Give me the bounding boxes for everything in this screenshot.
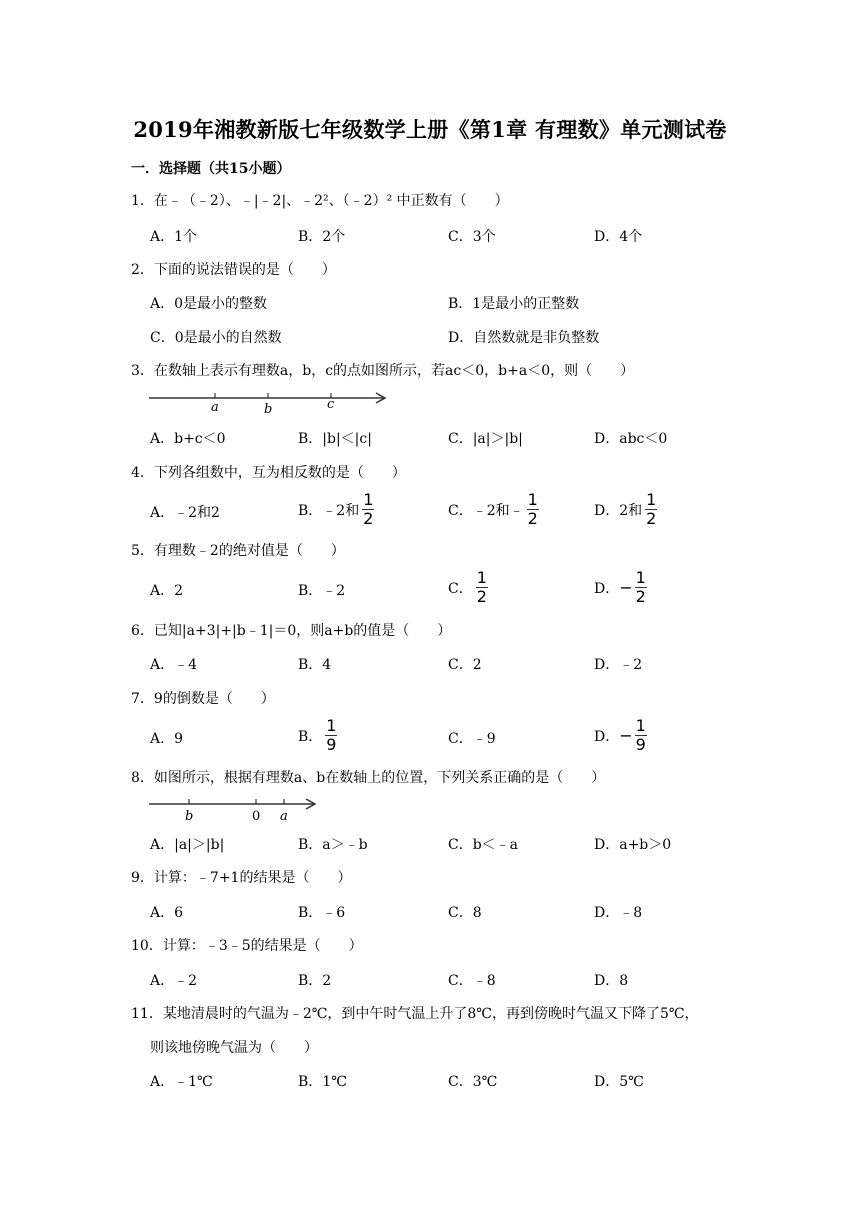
question-6-stem: 6．已知|a+3|+|b﹣1|＝0，则a+b的值是（ ） [131, 623, 452, 639]
q8-option-a[interactable]: A．|a|＞|b| [150, 837, 225, 853]
q5-option-b[interactable]: B．﹣2 [298, 583, 346, 599]
q11-option-d[interactable]: D．5℃ [594, 1074, 644, 1090]
q11-option-b[interactable]: B．1℃ [298, 1074, 347, 1090]
q5-option-a[interactable]: A．2 [150, 583, 184, 599]
number-line-label-a: a [211, 400, 219, 415]
fraction-one-half: $\frac{1}{2}$ [363, 490, 374, 528]
q9-option-a[interactable]: A．6 [150, 905, 184, 921]
q2-option-a[interactable]: A．0是最小的整数 [150, 296, 268, 312]
q5-option-c-text: C． [448, 580, 473, 597]
q1-option-a[interactable]: A．1个 [150, 229, 198, 245]
section-heading: 一．选择题（共15小题） [131, 161, 291, 177]
q3-option-d[interactable]: D．abc＜0 [594, 431, 668, 447]
q10-option-a[interactable]: A．﹣2 [150, 973, 198, 989]
q6-option-b[interactable]: B．4 [298, 657, 332, 673]
q1-option-d[interactable]: D．4个 [594, 229, 643, 245]
question-2-stem: 2．下面的说法错误的是（ ） [131, 262, 336, 278]
q11-option-c[interactable]: C．3℃ [448, 1074, 498, 1090]
q1-option-c[interactable]: C．3个 [448, 229, 496, 245]
question-10-stem: 10．计算：﹣3﹣5的结果是（ ） [131, 938, 363, 954]
question-1-stem: 1．在﹣（﹣2）、﹣|﹣2|、﹣2²、（﹣2）² 中正数有（ ） [131, 193, 509, 209]
q4-option-c[interactable] [448, 492, 540, 527]
q6-option-a[interactable]: A．﹣4 [150, 657, 198, 673]
question-9-stem: 9．计算：﹣7+1的结果是（ ） [131, 870, 352, 886]
question-8-stem: 8．如图所示，根据有理数a、b在数轴上的位置，下列关系正确的是（ ） [131, 770, 606, 786]
q7-option-d-text: D． [594, 728, 620, 745]
q2-option-b[interactable]: B．1是最小的正整数 [448, 296, 580, 312]
q9-option-d[interactable]: D．﹣8 [594, 905, 643, 921]
q10-option-d[interactable]: D．8 [594, 973, 629, 989]
question-11-stem: 11．某地清晨时的气温为﹣2℃，到中午时气温上升了8℃，再到傍晚时气温又下降了5℃， [131, 1006, 699, 1022]
fraction-one-half: $\frac{1}{2}$ [527, 490, 538, 528]
q4-option-a[interactable]: A．﹣2和2 [150, 505, 220, 521]
number-line-label-c: c [327, 397, 335, 412]
question-7-stem: 7．9的倒数是（ ） [131, 691, 275, 707]
number-line-q8 [148, 794, 320, 824]
q11-option-a[interactable]: A．﹣1℃ [150, 1074, 213, 1090]
question-5-stem: 5．有理数﹣2的绝对值是（ ） [131, 543, 345, 559]
q9-option-c[interactable]: C．8 [448, 905, 482, 921]
fraction-one-half: $\frac{1}{2}$ [635, 568, 646, 606]
q4-option-c-text: C．﹣2和﹣ [448, 502, 524, 519]
fraction-one-ninth: $\frac{1}{9}$ [326, 716, 337, 754]
page-title: 2019年湘教新版七年级数学上册《第1章 有理数》单元测试卷 [133, 117, 727, 142]
question-11-stem-continued: 则该地傍晚气温为（ ） [150, 1040, 318, 1056]
q8-option-c[interactable]: C．b＜﹣a [448, 837, 519, 853]
q1-option-b[interactable]: B．2个 [298, 229, 346, 245]
q7-option-d[interactable] [594, 718, 648, 753]
q7-option-a[interactable]: A．9 [150, 731, 184, 747]
number-line-label-b: b [185, 809, 194, 824]
number-line-label-b: b [264, 402, 273, 416]
minus-sign: − [619, 578, 633, 597]
fraction-one-ninth: $\frac{1}{9}$ [635, 716, 646, 754]
q8-option-b[interactable]: B．a＞﹣b [298, 837, 368, 853]
q6-option-d[interactable]: D．﹣2 [594, 657, 643, 673]
fraction-one-half: $\frac{1}{2}$ [646, 490, 657, 528]
q7-option-b-text: B． [298, 728, 323, 745]
q2-option-c[interactable]: C．0是最小的自然数 [150, 330, 282, 346]
q10-option-b[interactable]: B．2 [298, 973, 332, 989]
q3-option-a[interactable]: A．b+c＜0 [150, 431, 226, 447]
q8-option-d[interactable]: D．a+b＞0 [594, 837, 672, 853]
question-4-stem: 4．下列各组数中，互为相反数的是（ ） [131, 465, 406, 481]
question-3-stem: 3．在数轴上表示有理数a，b，c的点如图所示，若ac＜0，b+a＜0，则（ ） [131, 363, 635, 379]
q5-option-d[interactable] [594, 570, 648, 605]
number-line-label-a: a [280, 809, 288, 824]
q10-option-c[interactable]: C．﹣8 [448, 973, 496, 989]
q4-option-b[interactable] [298, 492, 375, 527]
q6-option-c[interactable]: C．2 [448, 657, 482, 673]
number-line-label-zero: 0 [252, 809, 261, 824]
q9-option-b[interactable]: B．﹣6 [298, 905, 346, 921]
q5-option-c[interactable] [448, 570, 489, 605]
q5-option-d-text: D． [594, 580, 620, 597]
number-line-q3 [148, 386, 388, 416]
fraction-one-half: $\frac{1}{2}$ [476, 568, 487, 606]
minus-sign: − [619, 726, 633, 745]
q4-option-d-text: D．2和 [594, 502, 643, 519]
q4-option-b-text: B．﹣2和 [298, 502, 360, 519]
q4-option-d[interactable] [594, 492, 658, 527]
q7-option-c[interactable]: C．﹣9 [448, 731, 496, 747]
q2-option-d[interactable]: D．自然数就是非负整数 [448, 330, 600, 346]
q7-option-b[interactable] [298, 718, 338, 753]
q3-option-b[interactable]: B．|b|＜|c| [298, 431, 372, 447]
q3-option-c[interactable]: C．|a|＞|b| [448, 431, 523, 447]
